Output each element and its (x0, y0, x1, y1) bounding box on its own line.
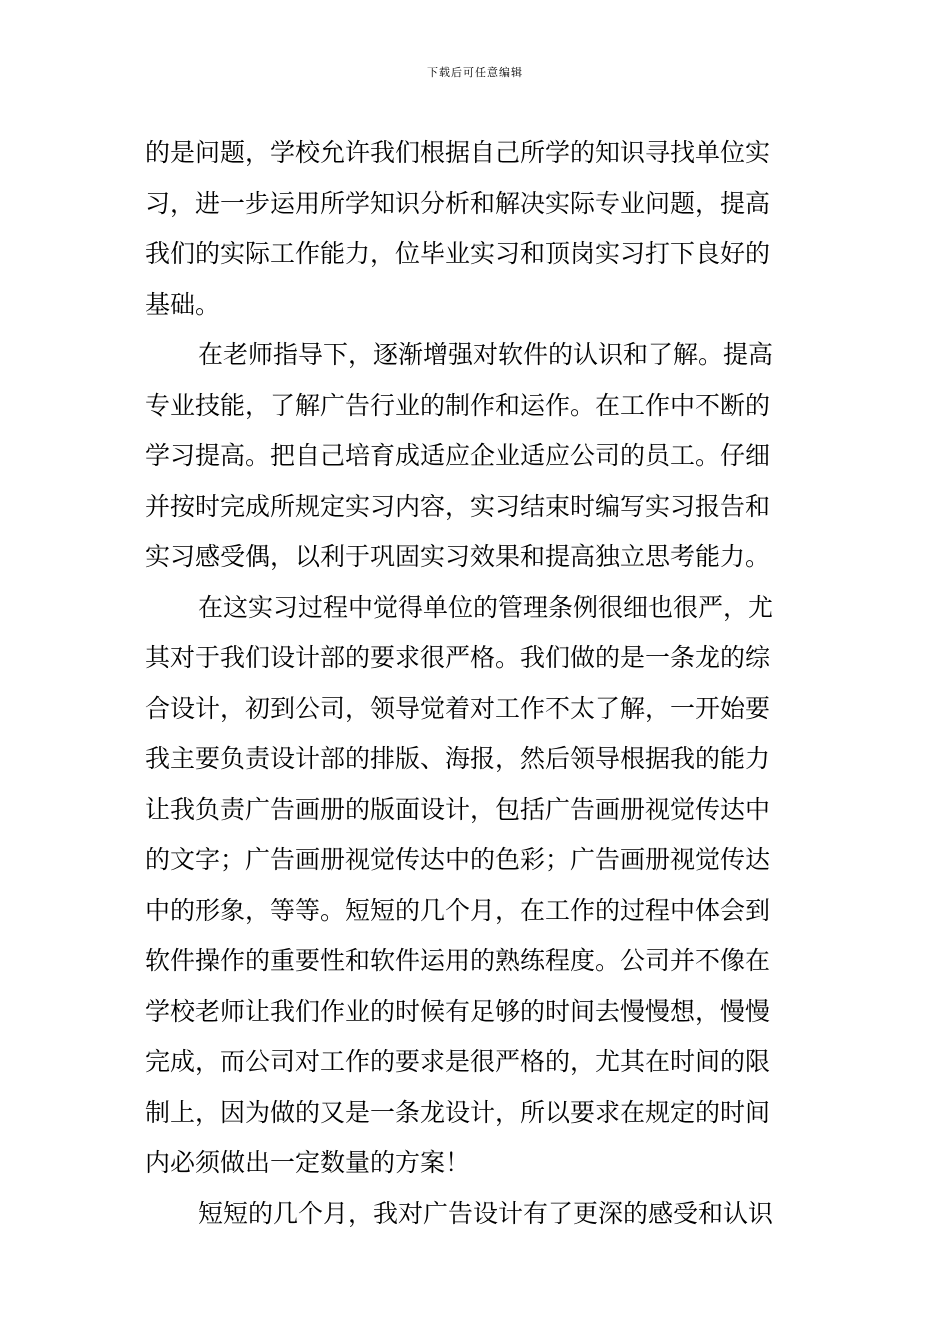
paragraph-first-line: 在老师指导下，逐渐增强对软件的认识和了解。提高 (198, 340, 774, 369)
text-line: 实习感受偶，以利于巩固实习效果和提高独立思考能力。 (145, 542, 771, 571)
text-line: 专业技能，了解广告行业的制作和运作。在工作中不断的 (145, 390, 771, 420)
text-line: 内必须做出一定数量的方案！ (145, 1148, 471, 1177)
text-line: 让我负责广告画册的版面设计，包括广告画册视觉传达中 (145, 794, 771, 824)
document-body (145, 128, 825, 1239)
text-line: 中的形象，等等。短短的几个月，在工作的过程中体会到 (145, 895, 771, 925)
text-line: 的文字；广告画册视觉传达中的色彩；广告画册视觉传达 (145, 845, 771, 874)
text-line: 习，进一步运用所学知识分析和解决实际专业问题，提高 (145, 188, 771, 218)
text-line: 完成，而公司对工作的要求是很严格的，尤其在时间的限 (145, 1047, 771, 1076)
text-line: 基础。 (145, 289, 221, 319)
paragraph-first-line: 短短的几个月，我对广告设计有了更深的感受和认识 (198, 1198, 774, 1228)
text-line: 学习提高。把自己培育成适应企业适应公司的员工。仔细 (145, 441, 771, 470)
text-line: 制上，因为做的又是一条龙设计，所以要求在规定的时间 (145, 1097, 771, 1127)
text-line: 我们的实际工作能力，位毕业实习和顶岗实习打下良好的 (145, 239, 771, 268)
text-line: 合设计，初到公司，领导觉着对工作不太了解，一开始要 (145, 693, 771, 723)
text-line: 软件操作的重要性和软件运用的熟练程度。公司并不像在 (145, 946, 771, 975)
page-header: 下载后可任意编辑 (427, 66, 523, 79)
text-line: 其对于我们设计部的要求很严格。我们做的是一条龙的综 (145, 643, 771, 672)
paragraph-first-line: 在这实习过程中觉得单位的管理条例很细也很严，尤 (198, 592, 774, 622)
text-line: 学校老师让我们作业的时候有足够的时间去慢慢想，慢慢 (145, 996, 771, 1026)
text-line: 我主要负责设计部的排版、海报，然后领导根据我的能力 (145, 744, 771, 773)
text-line: 的是问题，学校允许我们根据自己所学的知识寻找单位实 (145, 138, 771, 167)
text-line: 并按时完成所规定实习内容，实习结束时编写实习报告和 (145, 491, 771, 521)
